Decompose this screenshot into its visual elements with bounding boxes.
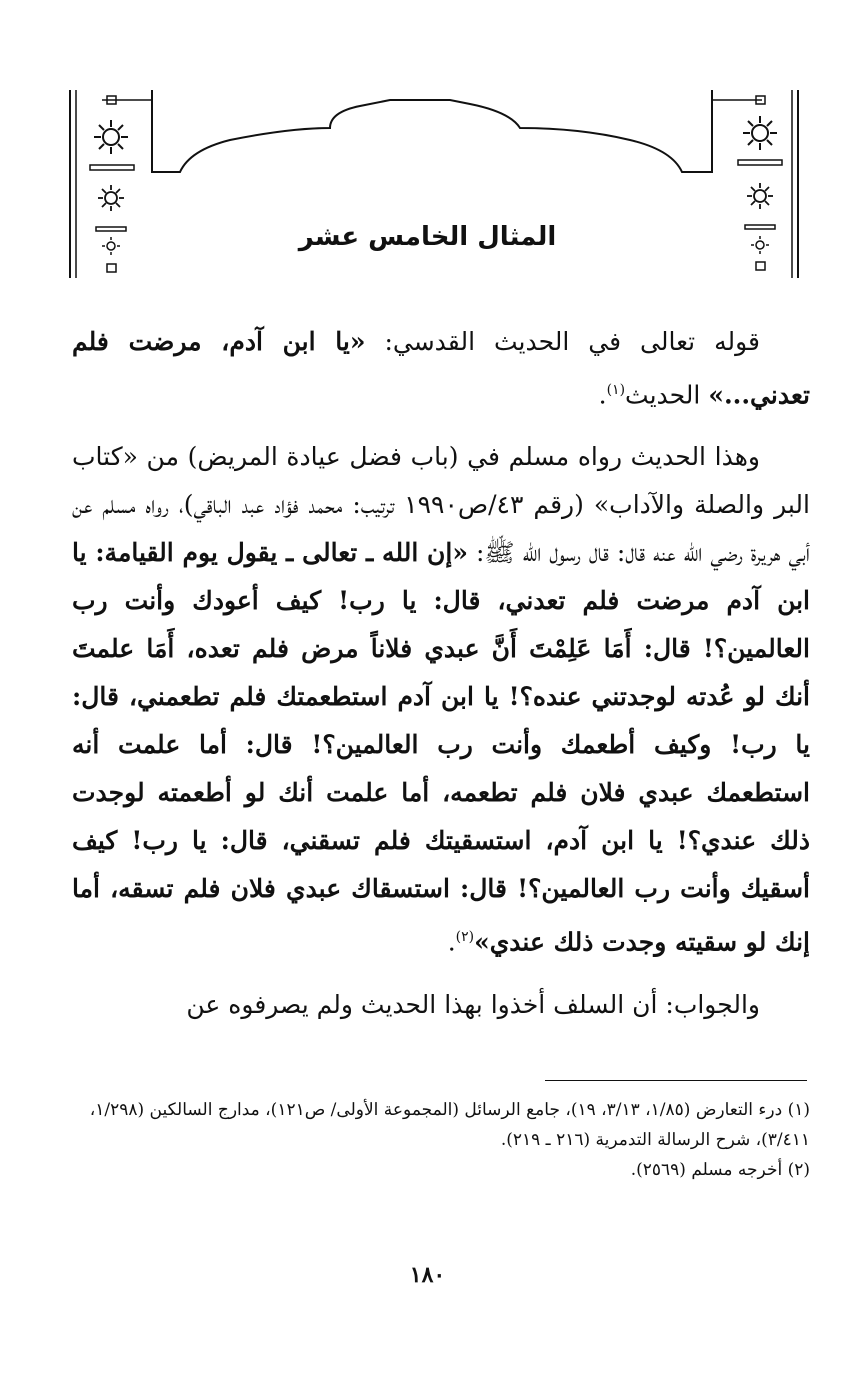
- sun-ornament-icon: [743, 116, 777, 150]
- paragraph-1-tail: الحديث: [625, 380, 709, 410]
- footnote-ref-2[interactable]: (٢): [455, 929, 475, 946]
- footnote-divider: [545, 1080, 807, 1081]
- sun-ornament-icon: [98, 185, 124, 211]
- hadith-quote-short: «يا ابن آدم، مرضت فلم تعدني...»: [72, 327, 810, 410]
- page-number: ١٨٠: [409, 1262, 446, 1288]
- paragraph-2-text: وهذا الحديث رواه مسلم في (باب فضل عيادة المريض) من «كتاب البر والصلة والآداب» (رقم ٤٣/ص١٩٩٠ ترتيب: محمد فؤاد عبد الباقي)، رواه مسلم عن أبي هريرة رضي الله عنه قال: قال رسول الله ﷺ:: [72, 442, 810, 568]
- ornamental-header-frame: [0, 0, 855, 300]
- footnotes: [72, 1095, 810, 1185]
- paragraph-1-intro: قوله تعالى في الحديث القدسي:: [365, 327, 760, 356]
- sun-ornament-icon: [747, 183, 773, 209]
- paragraph-2: وهذا الحديث رواه مسلم في (باب فضل عيادة المريض) من «كتاب البر والصلة والآداب» (رقم ٤٣/ص١٩٩٠ ترتيب: محمد فؤاد عبد الباقي)، رواه مسلم عن أبي هريرة رضي الله عنه قال: قال رسول الله ﷺ: «إن الله ـ تعالى ـ يقول يوم القيامة: يا ابن آدم مرضت فلم تعدني، قال: يا رب! كيف أعودك وأنت رب العالمين؟! قال: أَمَا عَلِمْتَ أَنَّ عبدي فلاناً مرض فلم تعده، أَمَا علمتَ أنك لو عُدته لوجدتني عنده؟! يا ابن آدم استطعمتك فلم تطعمني، قال: يا رب! وكيف أطعمك وأنت رب العالمين؟! قال: أما علمت أنه استطعمك عبدي فلان فلم تطعمه، أما علمت أنك لو أطعمته لوجدت ذلك عندي؟! يا ابن آدم، استسقيتك فلم تسقني، قال: يا رب! كيف أسقيك وأنت رب العالمين؟! قال: استسقاك عبدي فلان فلم تسقه، أما إنك لو سقيته وجدت ذلك عندي»$^{(٢)}$.: [72, 442, 811, 957]
- footnote-ref-1[interactable]: (١): [606, 382, 626, 398]
- main-text: [72, 318, 810, 1043]
- paragraph-1: قوله تعالى في الحديث القدسي: «يا ابن آدم، مرضت فلم تعدني...» الحديث$^{(١)}$.: [72, 327, 810, 410]
- footnote-1: (١) درء التعارض (١/٨٥، ٣/١٣، ١٩)، جامع الرسائل (المجموعة الأولى/ ص١٢١)، مدارج السالكين (١/٢٩٨، ٣/٤١١)، شرح الرسالة التدمرية (٢١٦ ـ ٢١٩).: [89, 1100, 810, 1150]
- section-title: المثال الخامس عشر: [298, 222, 557, 252]
- sun-ornament-icon: [94, 120, 128, 154]
- hadith-quote-full: «إن الله ـ تعالى ـ يقول يوم القيامة: يا ابن آدم مرضت فلم تعدني، قال: يا رب! كيف أعودك وأنت رب العالمين؟! قال: أَمَا عَلِمْتَ أَنَّ عبدي فلاناً مرض فلم تعده، أَمَا علمتَ أنك لو عُدته لوجدتني عنده؟! يا ابن آدم استطعمتك فلم تطعمني، قال: يا رب! وكيف أطعمك وأنت رب العالمين؟! قال: أما علمت أنه استطعمك عبدي فلان فلم تطعمه، أما علمت أنك لو أطعمته لوجدت ذلك عندي؟! يا ابن آدم، استسقيتك فلم تسقني، قال: يا رب! كيف أسقيك وأنت رب العالمين؟! قال: استسقاك عبدي فلان فلم تسقه، أما إنك لو سقيته وجدت ذلك عندي»: [72, 538, 811, 957]
- paragraph-3: والجواب: أن السلف أخذوا بهذا الحديث ولم يصرفوه عن: [186, 989, 760, 1019]
- footnote-2: (٢) أخرجه مسلم (٢٥٦٩).: [630, 1160, 810, 1180]
